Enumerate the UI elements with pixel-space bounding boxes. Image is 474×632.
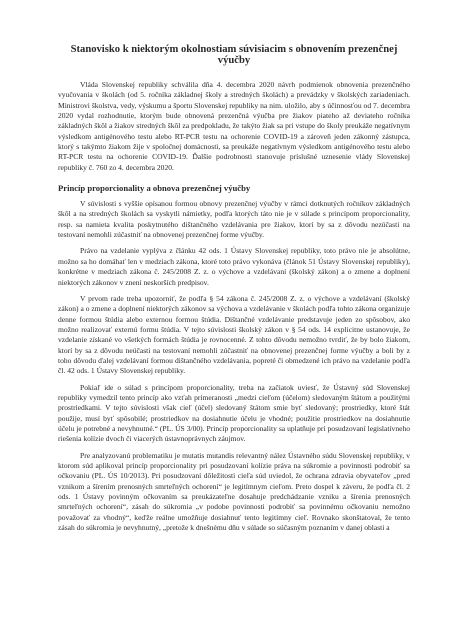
body-paragraph: Právo na vzdelanie vyplýva z článku 42 ods. 1 Ústavy Slovenskej republiky, toto právo nie je absolútne, možno sa ho domáhať len v medziach zákona, ktoré toto právo vykonáva (článok 51 Ústavy Slovenskej republiky), konkrétne v medziach zákona č. 245/2008 Z. z. o výchove a vzdelávaní (školský zákon) a o zmene a doplnení niektorých zákonov v znení neskorších predpisov. xyxy=(58,246,410,287)
section-heading: Princíp proporcionality a obnova prezenčnej výučby xyxy=(58,183,251,194)
body-paragraph: Pokiaľ ide o súlad s princípom proporcionality, treba na začiatok uviesť, že Ústavný súd Slovenskej republiky vymedzil tento princíp ako vzťah primeranosti „medzi cieľom (účelom) sledovaným štátom a použitými prostriedkami. V tejto súvislosti však cieľ (účel) sledovaný štátom smie byť sledovaný; prostriedky, ktoré štát použije, musí byť spôsobilé; prostriedkov na dosiahnutie účelu je vhodné; použitie prostriedkov na dosiahnutie účelu je potrebné a nevyhnutné.“ (PL. ÚS 3/00). Princíp proporcionality sa uplatňuje pri posudzovaní legislatívneho riešenia kolízie dvoch či viacerých ústavnoprávnych záujmov. xyxy=(58,382,410,444)
body-paragraph: Pre analyzovanú problematiku je mutatis mutandis relevantný nález Ústavného súdu Slovenskej republiky, v ktorom súd aplikoval princíp proporcionality pri posudzovaní kolízie práva na súkromie a povinnosti podrobiť sa očkovaniu (PL. ÚS 10/2013). Pri posudzovaní dôležitosti cieľa súd uviedol, že ochrana zdravia obyvateľov „pred vznikom a šírením prenosných smrteľných ochorení“ je legitímnym cieľom. Preto dospel k záveru, že podľa čl. 2 ods. 1 Ústavy povinným očkovaním sa preukázateľne dosahuje predchádzanie vzniku a šírenia prenosných smrteľných ochorení“, zásah do súkromia „v podobe povinnosti podrobiť sa povinnému očkovaniu nemožno považovať za vhodný“, keďže reálne umožňuje dosiahnuť tento legitímny cieľ. Rovnako skonštatoval, že tento zásah do súkromia je nevyhnutný, „pretože k dnešnému dňu v súlade so súčasným poznaním v danej oblasti a xyxy=(58,450,410,533)
body-paragraph: V prvom rade treba upozorniť, že podľa § 54 zákona č. 245/2008 Z. z. o výchove a vzdelávaní (školský zákon) a o zmene a doplnení niektorých zákonov sa výchova a vzdelávanie v školách podľa tohto zákona organizuje denne formou štúdia alebo externou formou štúdia. Dištančné vzdelávanie predstavuje jeden zo spôsobov, ako možno realizovať externú formu štúdia. V tejto súvislosti školský zákon v § 54 ods. 14 explicitne ustanovuje, že vzdelanie získané vo všetkých formách štúdia je rovnocenné. Z tohto dôvodu nemožno tvrdiť, že by bolo žiakom, ktorí by sa z dôvodu neúčasti na testovaní nemohli zúčastniť na obnovenej prezenčnej forme výučby a boli by z toho dôvodu ďalej vzdelávaní formou dištančného vzdelávania, popreté či obmedzené ich právo na vzdelanie podľa čl. 42 ods. 1 Ústavy Slovenskej republiky. xyxy=(58,293,410,376)
document-title: Stanovisko k niektorým okolnostiam súvisiacim s obnovením prezenčnej výučby xyxy=(70,44,398,66)
intro-paragraph: Vláda Slovenskej republiky schválila dňa 4. decembra 2020 návrh podmienok obnovenia prezenčného vyučovania v školách (od 5. ročníka základnej školy a stredných školách) a prevádzky v školských zariadeniach. Ministrovi školstva, vedy, výskumu a športu Slovenskej republiky na nim. uložilo, aby s účinnosťou od 7. decembra 2020 vydal rozhodnutie, ktorým bude obnovená prezenčná výučba pre žiakov piateho až deviateho ročníka základných škôl a žiakov stredných škôl za predpokladu, že takýto žiak sa pri vstupe do školy preukáže negatívnym výsledkom antigénového testu alebo RT-PCR testu na ochorenie COVID-19 a zároveň jeden zákonný zástupca, ktorý s takýmto žiakom žije v spoločnej domácnosti, sa preukáže negatívnym výsledkom antigénového testu alebo RT-PCR testu na ochorenie COVID-19. Ďalšie podrobnosti stanovuje príslušné uznesenie vlády Slovenskej republiky č. 760 zo 4. decembra 2020. xyxy=(58,80,410,172)
body-paragraph: V súvislosti s vyššie opísanou formou obnovy prezenčnej výučby v rámci dotknutých ročníkov základných škôl a na stredných školách sa vyskytli námietky, podľa ktorých táto nie je v súlade s princípom proporcionality, resp. sa namieta kvalita poskytnutého dištančného vzdelávania pre žiakov, ktorí by sa z dôvodu nezúčasti na testovaní nemohli zúčastniť na obnovenej prezenčnej forme výučby. xyxy=(58,199,410,240)
